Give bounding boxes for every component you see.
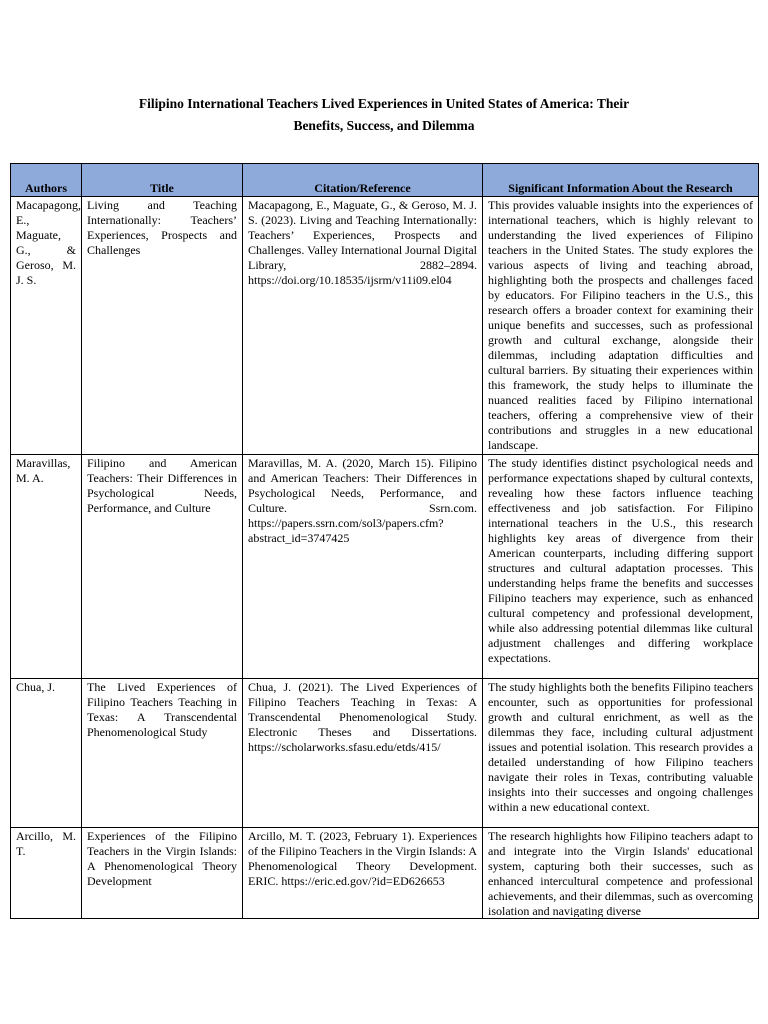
document-title-line-2: Benefits, Success, and Dilemma [293, 118, 475, 133]
cell-title: Living and Teaching Internationally: Teachers’ Experiences, Prospects and Challenges [82, 197, 243, 455]
cell-title: Experiences of the Filipino Teachers in the Virgin Islands: A Phenomenological Theory Development [82, 828, 243, 919]
header-authors: Authors [11, 164, 82, 197]
table-row [11, 828, 759, 919]
cell-citation: Maravillas, M. A. (2020, March 15). Filipino and American Teachers: Their Differences in Psychological Needs, Performance, and Culture. Ssrn.com. https://papers.ssrn.com/sol3/papers.cfm?abstract_id=3747425 [243, 455, 483, 679]
cell-citation: Arcillo, M. T. (2023, February 1). Experiences of the Filipino Teachers in the Virgin Islands: A Phenomenological Theory Development. ERIC. https://eric.ed.gov/?id=ED626653 [243, 828, 483, 919]
cell-authors: Chua, J. [11, 679, 82, 828]
cell-authors: Maravillas, M. A. [11, 455, 82, 679]
cell-significant-information [483, 828, 759, 919]
table-row [11, 197, 759, 455]
cell-authors: Arcillo, M. T. [11, 828, 82, 919]
cell-title: Filipino and American Teachers: Their Differences in Psychological Needs, Performance, and Culture [82, 455, 243, 679]
cell-citation: Chua, J. (2021). The Lived Experiences of Filipino Teachers Teaching in Texas: A Transcendental Phenomenological Study. Electronic Theses and Dissertations. https://scholarworks.sfasu.edu/etds/415/ [243, 679, 483, 828]
literature-table [10, 163, 759, 919]
cell-significant-information: The study identifies distinct psychological needs and performance expectations shaped by cultural contexts, revealing how these factors influence teaching effectiveness and job satisfaction. For Filipino international teachers in the U.S., this research highlights key areas of divergence from their American counterparts, including differing support structures and cultural adaptation processes. This understanding helps frame the benefits and successes Filipino teachers may experience, such as enhanced cultural competency and professional development, while also addressing potential dilemmas like cultural adjustment challenges and differing workplace expectations. [483, 455, 759, 679]
document-title-line-1: Filipino International Teachers Lived Experiences in United States of America: Their [138, 96, 630, 111]
cell-authors: Macapagong, E., Maguate, G., & Geroso, M. J. S. [11, 197, 82, 455]
cell-citation: Macapagong, E., Maguate, G., & Geroso, M. J. S. (2023). Living and Teaching Internationally: Teachers’ Experiences, Prospects and Challenges. Valley International Journal Digital Library, 2882–2894. https://doi.org/10.18535/ijsrm/v11i09.el04 [243, 197, 483, 455]
document-title [60, 93, 708, 137]
header-title: Title [82, 164, 243, 197]
cell-significant-information: The study highlights both the benefits Filipino teachers encounter, such as opportunities for professional growth and cultural enrichment, as well as the dilemmas they face, including cultural adjustment issues and potential isolation. This research provides a detailed understanding of how Filipino teachers navigate their roles in Texas, contributing valuable insights into their successes and ongoing challenges within a new educational context. [483, 679, 759, 828]
cell-title: The Lived Experiences of Filipino Teachers Teaching in Texas: A Transcendental Phenomenological Study [82, 679, 243, 828]
header-citation: Citation/Reference [243, 164, 483, 197]
table-header-row [11, 164, 759, 197]
header-significant-information: Significant Information About the Research [483, 164, 759, 197]
cell-significant-information: This provides valuable insights into the experiences of international teachers, which is highly relevant to understanding the lived experiences of Filipino teachers in the United States. The study explores the various aspects of living and teaching abroad, highlighting both the prospects and challenges faced by educators. For Filipino teachers in the U.S., this research offers a broader context for examining their unique benefits and successes, such as professional growth and cultural exchange, alongside their dilemmas, including adaptation difficulties and cultural barriers. By situating their experiences within this framework, the study helps to illuminate the nuanced realities faced by Filipino international teachers, offering a comprehensive view of their contributions and struggles in a new educational landscape. [483, 197, 759, 455]
cell-significant-information-text: The research highlights how Filipino teachers adapt to and integrate into the Virgin Islands' educational system, capturing both their successes, such as enhanced intercultural competence and professional achievements, and their dilemmas, such as overcoming isolation and navigating diverse [488, 829, 753, 917]
table-row [11, 679, 759, 828]
table-row [11, 455, 759, 679]
